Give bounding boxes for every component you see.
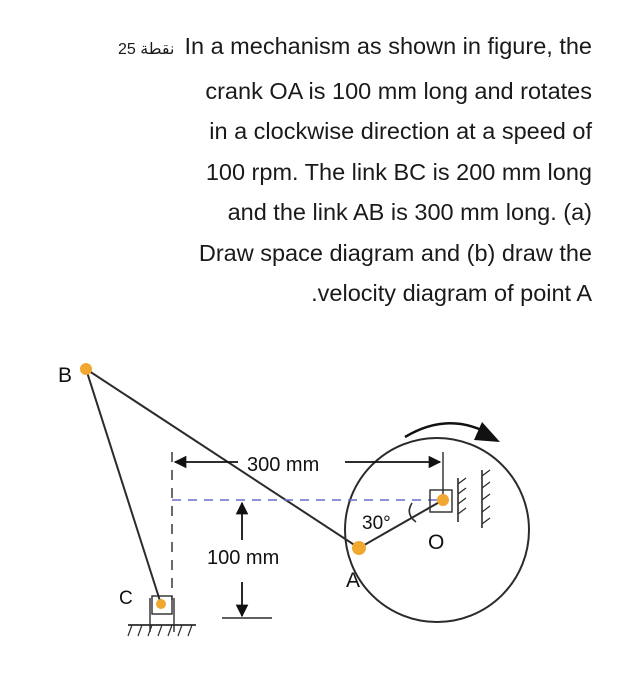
label-o: O <box>428 531 445 554</box>
link-bc <box>86 369 161 604</box>
label-b: B <box>58 364 73 387</box>
dim-100-label: 100 mm <box>207 547 280 569</box>
joint-b <box>80 363 92 375</box>
question-text-1: In a mechanism as shown in figure, the <box>184 33 592 59</box>
question-line-2: crank OA is 100 mm long and rotates <box>205 77 592 104</box>
question-number: نقطة 25 <box>117 41 175 58</box>
label-c: C <box>119 588 133 609</box>
question-line-3: in a clockwise direction at a speed of <box>209 118 592 144</box>
dim-300-label: 300 mm <box>247 454 320 476</box>
question-line-6: Draw space diagram and (b) draw the <box>198 239 592 266</box>
angle-label: 30° <box>362 513 391 534</box>
joint-o <box>437 494 449 506</box>
joint-c <box>156 599 166 609</box>
joint-a <box>352 541 366 555</box>
question-line-5: and the link AB is 300 mm long. (a) <box>227 199 592 225</box>
label-a: A <box>346 569 361 592</box>
rotation-arrowhead <box>474 422 500 442</box>
question-line-7: .velocity diagram of point A <box>311 280 592 306</box>
question-line-4: 100 rpm. The link BC is 200 mm long <box>205 158 592 185</box>
